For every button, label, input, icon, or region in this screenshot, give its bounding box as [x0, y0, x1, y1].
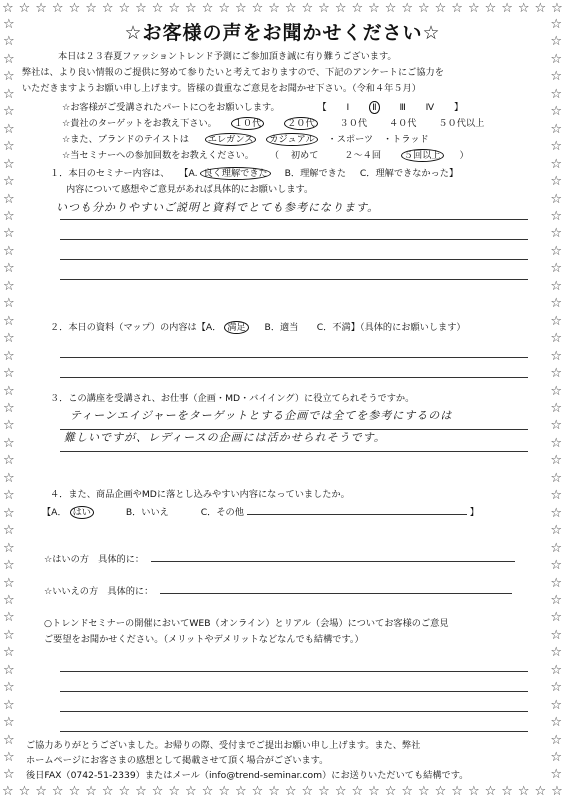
- star-icon: ☆: [3, 51, 15, 67]
- q4-no-label: ☆いいえの方 具体的に：: [44, 586, 154, 597]
- star-icon: ☆: [550, 470, 562, 486]
- star-icon: ☆: [51, 1, 64, 16]
- star-icon: ☆: [68, 1, 81, 16]
- star-icon: ☆: [251, 1, 264, 16]
- target-row: [62, 116, 543, 132]
- q3-answer-line-2[interactable]: [60, 430, 528, 452]
- target-option-50s[interactable]: ５０代以上: [438, 118, 485, 129]
- star-icon: ☆: [550, 121, 562, 137]
- star-icon: ☆: [550, 156, 562, 172]
- star-icon: ☆: [318, 784, 330, 799]
- star-icon: ☆: [3, 767, 15, 783]
- q4-other-input-line[interactable]: [247, 505, 467, 515]
- star-icon: ☆: [550, 575, 562, 591]
- star-icon: ☆: [18, 1, 31, 16]
- star-icon: ☆: [550, 348, 562, 364]
- star-icon: ☆: [3, 348, 15, 364]
- footer-note: [22, 738, 543, 783]
- star-icon: ☆: [3, 575, 15, 591]
- taste-option-casual-selected[interactable]: カジュアル: [266, 133, 317, 146]
- part-option-3[interactable]: Ⅲ: [399, 102, 406, 113]
- star-icon: ☆: [3, 400, 15, 416]
- q5-line-1: ○トレンドセミナーの開催においてWEB（オンライン）とリアル（会場）についてお客様のご意見: [44, 618, 449, 629]
- star-icon: ☆: [517, 784, 530, 799]
- question-5: [22, 616, 543, 648]
- star-icon: ☆: [51, 784, 64, 799]
- star-icon: ☆: [451, 784, 463, 799]
- count-option-2to4[interactable]: ２～４回: [344, 150, 382, 161]
- star-icon: ☆: [401, 1, 414, 16]
- star-icon: ☆: [467, 1, 480, 16]
- star-icon: ☆: [3, 296, 15, 312]
- footer-line-3[interactable]: 後日FAX（0742-51-2339）またはメール（info@trend-seminar.com）にお送りいただいても結構です。: [26, 770, 469, 781]
- star-icon: ☆: [3, 523, 15, 539]
- star-icon: ☆: [550, 366, 562, 382]
- q2-answer-line-2[interactable]: [60, 358, 528, 378]
- q1-text: １．本日のセミナー内容は、: [50, 168, 170, 179]
- part-close: 】: [453, 102, 464, 113]
- star-icon: ☆: [3, 191, 15, 207]
- star-icon: ☆: [3, 104, 15, 120]
- star-icon: ☆: [3, 435, 15, 451]
- footer-line-1: ご協力ありがとうございました。お帰りの際、受付までご提出お願い申し上げます。また、弊社: [26, 740, 421, 751]
- star-icon: ☆: [550, 697, 562, 713]
- star-icon: ☆: [550, 645, 562, 661]
- star-icon: ☆: [534, 784, 547, 799]
- q4-no-row: [44, 584, 543, 600]
- part-option-1[interactable]: Ⅰ: [346, 102, 350, 113]
- intro-line-1: 本日は２３春夏ファッショントレンド予測にご参加頂き誠に有り難うございます。: [58, 51, 397, 62]
- q1-option-b[interactable]: B．理解できた: [284, 168, 347, 179]
- star-icon: ☆: [3, 750, 15, 766]
- star-icon: ☆: [467, 784, 480, 799]
- profile-section: [22, 100, 543, 164]
- star-icon: ☆: [35, 784, 47, 799]
- star-icon: ☆: [550, 732, 562, 748]
- star-icon: ☆: [185, 784, 197, 799]
- star-icon: ☆: [550, 540, 562, 556]
- taste-option-trad[interactable]: ・トラッド: [382, 134, 429, 145]
- star-icon: ☆: [334, 1, 347, 16]
- star-icon: ☆: [268, 784, 280, 799]
- star-icon: ☆: [3, 610, 15, 626]
- q3-answer-line-1[interactable]: [60, 408, 528, 430]
- q5-answer-line-2[interactable]: [60, 672, 528, 692]
- star-icon: ☆: [68, 784, 81, 799]
- q1-sub: 内容について感想やご意見があれば具体的にお願いします。: [66, 184, 314, 195]
- star-icon: ☆: [550, 86, 562, 102]
- star-icon: ☆: [85, 784, 97, 799]
- star-icon: ☆: [2, 784, 14, 799]
- star-icon: ☆: [3, 505, 15, 521]
- left-star-border: [3, 18, 15, 782]
- star-icon: ☆: [85, 1, 97, 16]
- q3-handwritten-answer-1: ティーンエイジャーをターゲットとする企画では全てを参考にするのは: [70, 409, 453, 422]
- star-icon: ☆: [318, 1, 330, 16]
- star-icon: ☆: [301, 784, 314, 799]
- star-icon: ☆: [550, 435, 562, 451]
- q4-text: ４．また、商品企画やMDに落とし込みやすい内容になっていましたか。: [50, 489, 350, 500]
- star-icon: ☆: [3, 645, 15, 661]
- survey-title: ☆お客様の声をお聞かせください☆: [124, 22, 441, 44]
- q4-option-close: 】: [469, 507, 479, 518]
- star-icon: ☆: [418, 784, 430, 799]
- target-option-10s-selected[interactable]: １０代: [231, 117, 265, 130]
- intro-line-3: いただきますようお願い申し上げます。皆様の貴重なご意見をお聞かせ下さい。（令和４年５月）: [22, 83, 421, 94]
- star-icon: ☆: [3, 732, 15, 748]
- star-icon: ☆: [550, 627, 562, 643]
- star-icon: ☆: [451, 1, 463, 16]
- star-icon: ☆: [550, 17, 562, 32]
- part-option-2-selected[interactable]: Ⅱ: [369, 101, 380, 114]
- q2-row: [50, 320, 543, 336]
- star-icon: ☆: [550, 34, 562, 50]
- star-icon: ☆: [334, 784, 347, 799]
- q4-option-other[interactable]: C．その他: [200, 507, 244, 518]
- star-icon: ☆: [3, 558, 15, 574]
- star-icon: ☆: [551, 1, 563, 16]
- star-icon: ☆: [101, 784, 114, 799]
- part-label: ☆お客様がご受講されたパートに○をお願いします。: [62, 102, 280, 113]
- star-icon: ☆: [3, 156, 15, 172]
- q4-options-row: [42, 505, 543, 521]
- count-close: ）: [459, 150, 469, 161]
- q4-no-detail: [22, 584, 543, 600]
- star-icon: ☆: [3, 697, 15, 713]
- star-icon: ☆: [3, 139, 15, 155]
- star-icon: ☆: [268, 1, 280, 16]
- star-icon: ☆: [234, 1, 247, 16]
- star-icon: ☆: [550, 226, 562, 242]
- star-icon: ☆: [301, 1, 314, 16]
- star-icon: ☆: [3, 331, 15, 347]
- star-icon: ☆: [550, 488, 562, 504]
- star-icon: ☆: [3, 488, 15, 504]
- q4-yes-detail: [22, 552, 543, 568]
- star-icon: ☆: [550, 610, 562, 626]
- star-icon: ☆: [185, 1, 197, 16]
- star-icon: ☆: [550, 680, 562, 696]
- star-icon: ☆: [368, 784, 380, 799]
- q4-option-no[interactable]: B．いいえ: [125, 507, 169, 518]
- count-option-first[interactable]: 初めて: [290, 150, 319, 161]
- star-icon: ☆: [550, 174, 562, 190]
- q4-yes-input-line[interactable]: [151, 552, 515, 562]
- count-option-5plus-selected[interactable]: ５回以上: [401, 149, 444, 162]
- star-icon: ☆: [3, 17, 15, 32]
- q1-answer-line-2[interactable]: [60, 220, 528, 240]
- star-icon: ☆: [550, 208, 562, 224]
- question-2: [22, 320, 543, 336]
- part-open[interactable]: 【: [317, 102, 327, 113]
- taste-option-elegance-selected[interactable]: エレガンス: [205, 133, 257, 146]
- star-icon: ☆: [517, 1, 530, 16]
- star-icon: ☆: [284, 784, 297, 799]
- star-icon: ☆: [3, 121, 15, 137]
- star-icon: ☆: [550, 191, 562, 207]
- star-icon: ☆: [3, 69, 15, 85]
- q2-text: ２．本日の資料（マップ）の内容は【A．: [50, 322, 222, 333]
- star-icon: ☆: [550, 767, 562, 783]
- star-icon: ☆: [3, 453, 15, 469]
- taste-label: ☆また、ブランドのテイストは: [62, 134, 189, 145]
- q2-options-rest: B．適当 C．不満】（具体的にお願いします）: [264, 322, 466, 333]
- q1-answer-lines[interactable]: [22, 200, 543, 280]
- star-icon: ☆: [384, 784, 397, 799]
- star-icon: ☆: [3, 680, 15, 696]
- star-icon: ☆: [550, 104, 562, 120]
- star-icon: ☆: [168, 1, 181, 16]
- q4-option-yes-selected[interactable]: はい: [70, 506, 94, 519]
- question-4: [22, 487, 543, 521]
- q3-answer-lines[interactable]: [22, 408, 543, 452]
- star-icon: ☆: [550, 139, 562, 155]
- star-icon: ☆: [484, 784, 497, 799]
- star-icon: ☆: [550, 331, 562, 347]
- star-icon: ☆: [3, 261, 15, 277]
- star-icon: ☆: [3, 662, 15, 678]
- star-icon: ☆: [118, 784, 131, 799]
- star-icon: ☆: [550, 261, 562, 277]
- star-icon: ☆: [234, 784, 247, 799]
- q4-option-open: 【A．: [42, 507, 67, 518]
- question-1: [22, 166, 543, 198]
- star-icon: ☆: [501, 784, 513, 799]
- star-icon: ☆: [3, 34, 15, 50]
- star-icon: ☆: [218, 1, 230, 16]
- q5-answer-line-3[interactable]: [60, 692, 528, 712]
- star-icon: ☆: [3, 418, 15, 434]
- star-icon: ☆: [201, 784, 214, 799]
- star-icon: ☆: [3, 627, 15, 643]
- count-open: （: [269, 150, 280, 161]
- star-icon: ☆: [550, 662, 562, 678]
- star-icon: ☆: [550, 383, 562, 399]
- star-icon: ☆: [35, 1, 47, 16]
- star-icon: ☆: [551, 784, 563, 799]
- star-icon: ☆: [3, 383, 15, 399]
- star-icon: ☆: [3, 208, 15, 224]
- star-icon: ☆: [168, 784, 181, 799]
- star-icon: ☆: [3, 592, 15, 608]
- star-icon: ☆: [3, 278, 15, 294]
- part-option-4[interactable]: Ⅳ: [425, 102, 435, 113]
- q1-option-a-selected[interactable]: 良く理解できた: [200, 167, 270, 180]
- star-icon: ☆: [3, 715, 15, 731]
- star-icon: ☆: [484, 1, 497, 16]
- target-label: ☆貴社のターゲットをお教え下さい。: [62, 118, 217, 129]
- star-icon: ☆: [434, 1, 447, 16]
- top-star-border: [0, 2, 565, 15]
- star-icon: ☆: [3, 243, 15, 259]
- intro-text: [22, 49, 543, 97]
- star-icon: ☆: [550, 505, 562, 521]
- star-icon: ☆: [3, 540, 15, 556]
- q5-line-2: ご要望をお聞かせください。（メリットやデメリットなどなんでも結構です。）: [44, 634, 364, 645]
- count-row: [62, 148, 543, 164]
- star-icon: ☆: [135, 1, 147, 16]
- star-icon: ☆: [201, 1, 214, 16]
- star-icon: ☆: [550, 592, 562, 608]
- star-icon: ☆: [501, 1, 513, 16]
- q1-answer-line-3[interactable]: [60, 240, 528, 260]
- taste-option-sports[interactable]: ・スポーツ: [327, 134, 374, 145]
- q1-option-c[interactable]: C．理解できなかった】: [359, 168, 459, 179]
- star-icon: ☆: [135, 784, 147, 799]
- star-icon: ☆: [550, 558, 562, 574]
- star-icon: ☆: [351, 1, 364, 16]
- star-icon: ☆: [368, 1, 380, 16]
- question-3: [22, 391, 543, 407]
- star-icon: ☆: [384, 1, 397, 16]
- star-icon: ☆: [550, 243, 562, 259]
- star-icon: ☆: [3, 366, 15, 382]
- footer-line-2: ホームページにお客さまの感想として掲載させて頂く場合がございます。: [26, 755, 329, 766]
- q1-option-open: 【A.: [179, 168, 198, 179]
- star-icon: ☆: [550, 715, 562, 731]
- q1-answer-line-4[interactable]: [60, 260, 528, 280]
- star-icon: ☆: [434, 784, 447, 799]
- q4-yes-row: [44, 552, 543, 568]
- star-icon: ☆: [3, 226, 15, 242]
- taste-row: [62, 132, 543, 148]
- star-icon: ☆: [550, 278, 562, 294]
- q5-answer-line-1[interactable]: [60, 652, 528, 672]
- star-icon: ☆: [284, 1, 297, 16]
- q4-no-input-line[interactable]: [160, 584, 512, 594]
- survey-form: [22, 16, 543, 786]
- q4-yes-label: ☆はいの方 具体的に：: [44, 554, 145, 565]
- star-icon: ☆: [3, 470, 15, 486]
- star-icon: ☆: [534, 1, 547, 16]
- q5-answer-lines[interactable]: [22, 652, 543, 732]
- q1-answer-line-1[interactable]: [56, 200, 528, 220]
- star-icon: ☆: [550, 523, 562, 539]
- star-icon: ☆: [18, 784, 31, 799]
- star-icon: ☆: [550, 51, 562, 67]
- q1-row: [50, 166, 543, 182]
- star-icon: ☆: [550, 400, 562, 416]
- star-icon: ☆: [151, 784, 164, 799]
- star-icon: ☆: [550, 453, 562, 469]
- star-icon: ☆: [2, 1, 14, 16]
- star-icon: ☆: [3, 174, 15, 190]
- star-icon: ☆: [251, 784, 264, 799]
- count-label: ☆当セミナーへの参加回数をお教えください。: [62, 150, 254, 161]
- q2-answer-line-1[interactable]: [60, 338, 528, 358]
- star-icon: ☆: [418, 1, 430, 16]
- target-option-30s[interactable]: ３０代: [339, 118, 368, 129]
- right-star-border: [550, 18, 562, 782]
- q2-answer-lines[interactable]: [22, 338, 543, 378]
- part-row: [62, 100, 543, 116]
- star-icon: ☆: [151, 1, 164, 16]
- q2-option-a-selected[interactable]: 満足: [224, 321, 248, 334]
- star-icon: ☆: [550, 69, 562, 85]
- bottom-star-border: [0, 785, 565, 798]
- target-option-40s[interactable]: ４０代: [388, 118, 417, 129]
- star-icon: ☆: [550, 418, 562, 434]
- star-icon: ☆: [218, 784, 230, 799]
- target-option-20s-selected[interactable]: ２０代: [284, 117, 318, 130]
- q3-text: ３．この講座を受講され、お仕事（企画・MD・バイイング）に役立てられそうですか。: [50, 393, 415, 404]
- star-icon: ☆: [401, 784, 414, 799]
- star-icon: ☆: [3, 86, 15, 102]
- star-icon: ☆: [101, 1, 114, 16]
- star-icon: ☆: [550, 313, 562, 329]
- star-icon: ☆: [550, 750, 562, 766]
- q5-answer-line-4[interactable]: [60, 712, 528, 732]
- q1-handwritten-answer: いつも分かりやすいご説明と資料でとても参考になります。: [56, 201, 380, 214]
- star-icon: ☆: [118, 1, 131, 16]
- star-icon: ☆: [3, 313, 15, 329]
- star-icon: ☆: [550, 296, 562, 312]
- star-icon: ☆: [351, 784, 364, 799]
- intro-line-2: 弊社は、より良い情報のご提供に努めて参りたいと考えておりますので、下記のアンケートにご協力を: [22, 67, 444, 78]
- q3-handwritten-answer-2: 難しいですが、レディースの企画には活かせられそうです。: [64, 431, 386, 444]
